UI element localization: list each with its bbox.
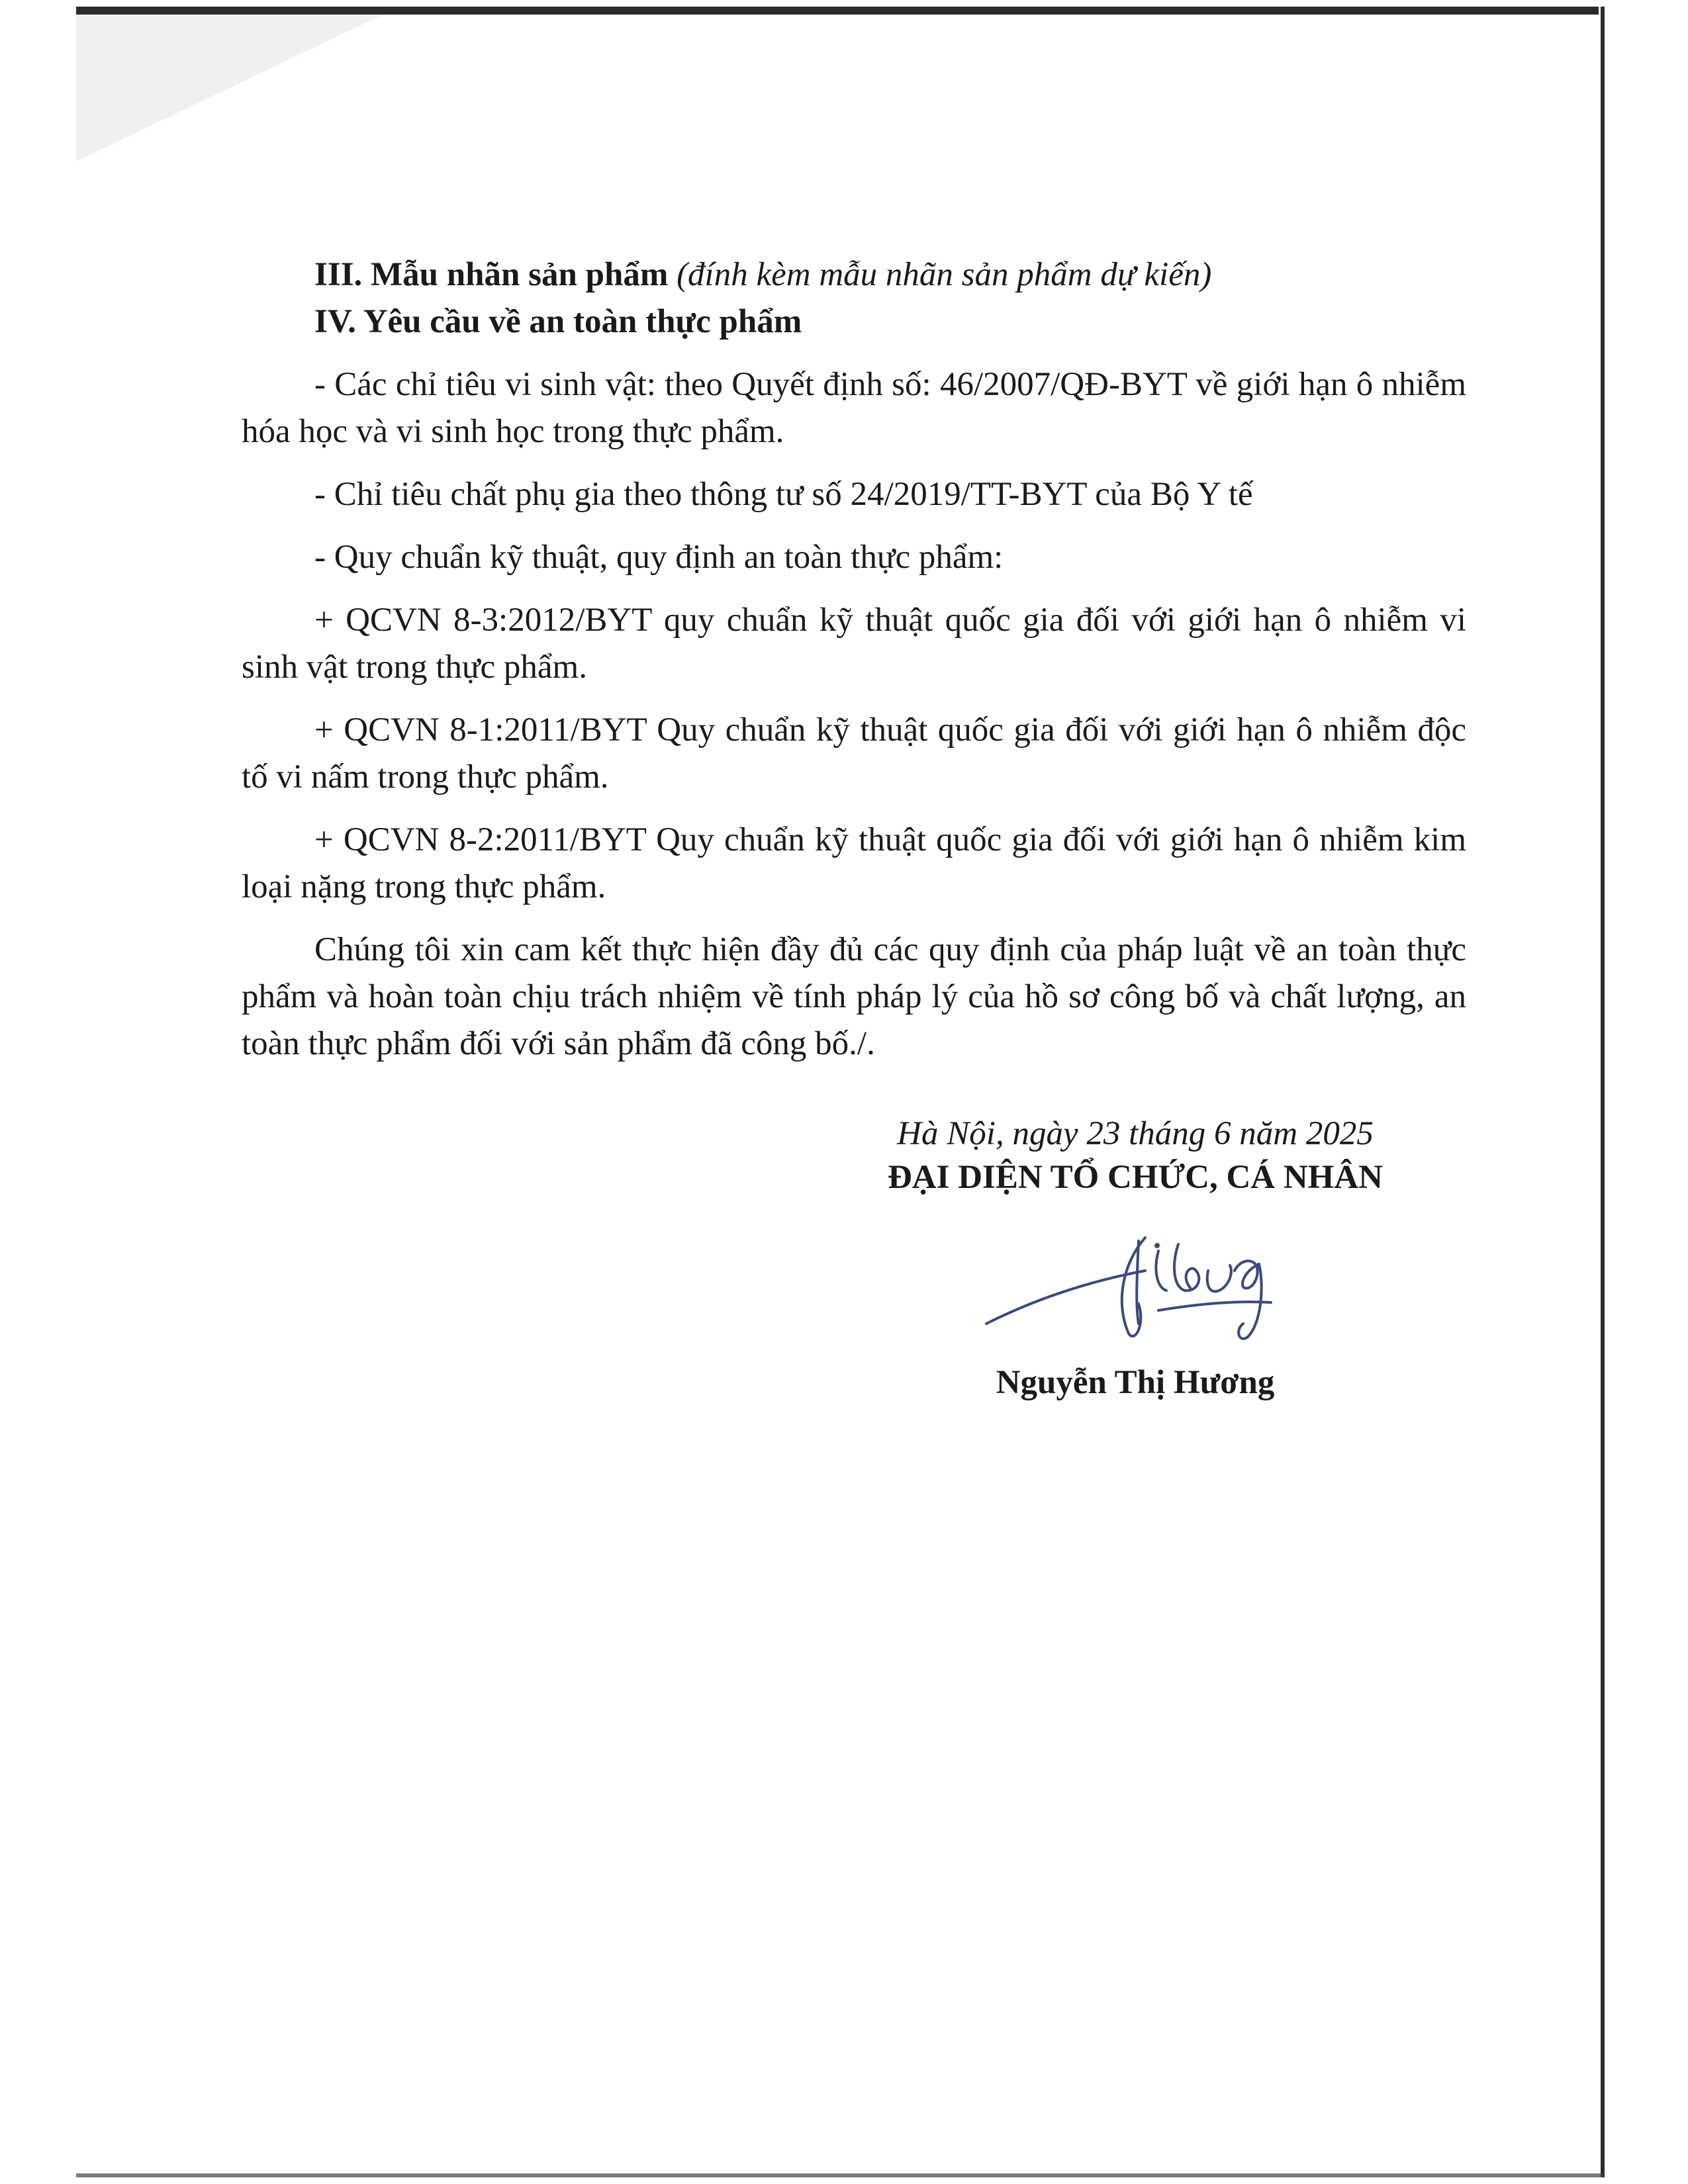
document-body: [242, 251, 1466, 1068]
representative-title: ĐẠI DIỆN TỔ CHỨC, CÁ NHÂN: [887, 1159, 1383, 1196]
scan-edge-bottom: [76, 2173, 1603, 2177]
handwritten-signature-icon: [980, 1224, 1324, 1350]
section-3-title: III. Mẫu nhãn sản phẩm: [314, 256, 669, 293]
commitment-paragraph: Chúng tôi xin cam kết thực hiện đầy đủ các quy định của pháp luật về an toàn thực phẩm và hoàn toàn chịu trách nhiệm về tính pháp lý của hồ sơ công bố và chất lượng, an toàn thực phẩm đối với sản phẩm đã công bố./.: [242, 931, 1466, 1062]
signature-header: [861, 1112, 1410, 1199]
requirement-item: + QCVN 8-1:2011/BYT Quy chuẩn kỹ thuật quốc gia đối với giới hạn ô nhiễm độc tố vi nấm trong thực phẩm.: [242, 711, 1466, 796]
section-3-heading: [242, 251, 1466, 298]
section-4-title: IV. Yêu cầu về an toàn thực phẩm: [314, 303, 802, 340]
requirement-item: + QCVN 8-2:2011/BYT Quy chuẩn kỹ thuật quốc gia đối với giới hạn ô nhiễm kim loại nặng trong thực phẩm.: [242, 821, 1466, 905]
scan-edge-right: [1601, 7, 1605, 2177]
scan-fold-shadow: [76, 9, 394, 161]
signer-name: Nguyễn Thị Hương: [996, 1364, 1275, 1401]
requirement-item: - Quy chuẩn kỹ thuật, quy định an toàn thực phẩm:: [314, 539, 1004, 576]
date-line: Hà Nội, ngày 23 tháng 6 năm 2025: [897, 1115, 1374, 1152]
requirement-item: - Chỉ tiêu chất phụ gia theo thông tư số 24/2019/TT-BYT của Bộ Y tế: [314, 476, 1253, 513]
requirement-item: - Các chỉ tiêu vi sinh vật: theo Quyết định số: 46/2007/QĐ-BYT về giới hạn ô nhiễm hóa học và vi sinh học trong thực phẩm.: [242, 366, 1466, 450]
section-4-heading: [242, 298, 1466, 345]
requirement-item: + QCVN 8-3:2012/BYT quy chuẩn kỹ thuật quốc gia đối với giới hạn ô nhiễm vi sinh vật trong thực phẩm.: [242, 602, 1466, 686]
section-3-note: (đính kèm mẫu nhãn sản phẩm dự kiến): [677, 256, 1212, 293]
